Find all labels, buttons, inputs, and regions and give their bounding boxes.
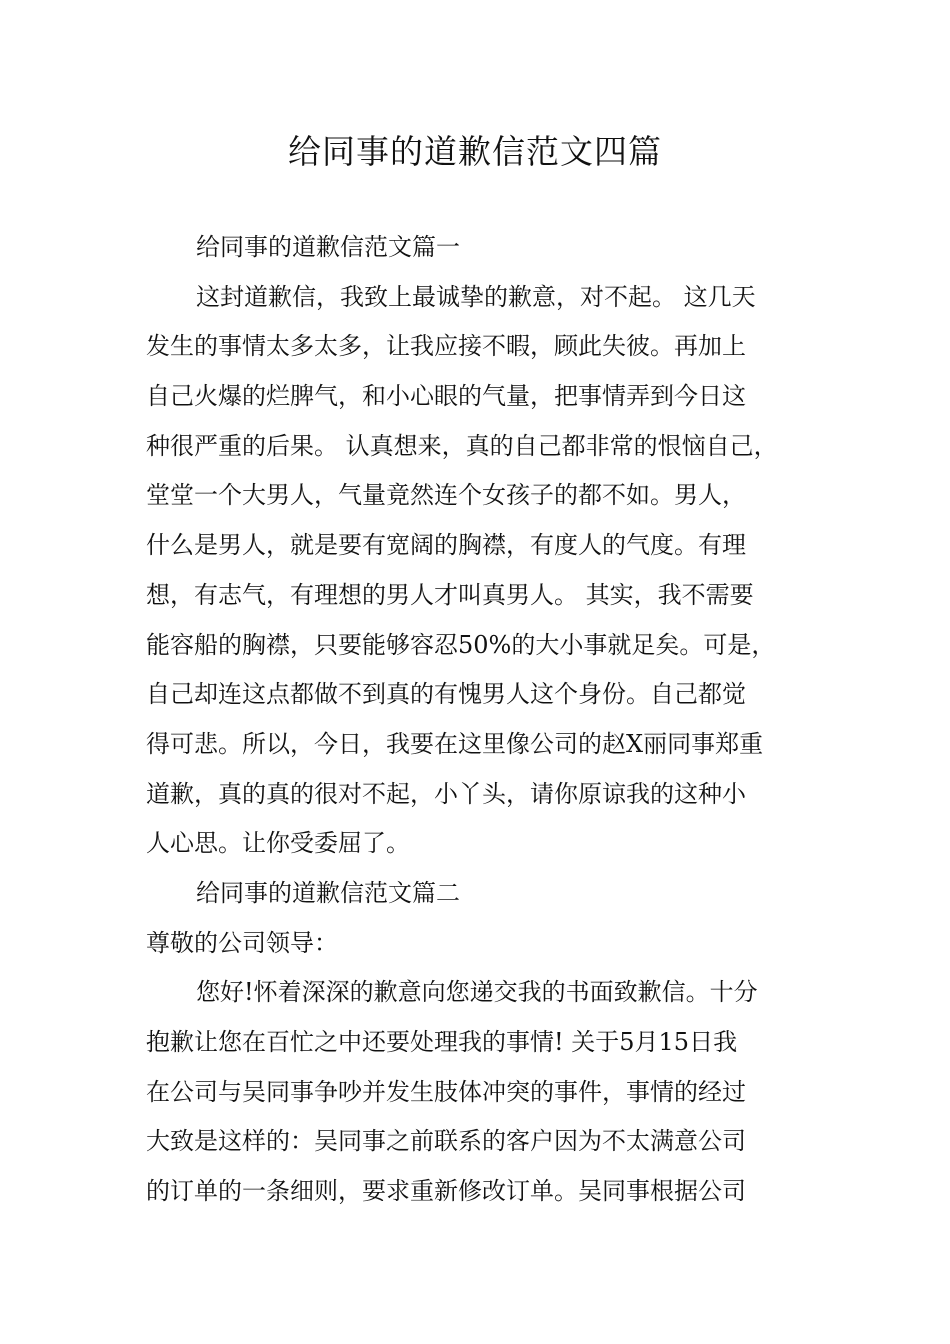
section-heading: 给同事的道歉信范文篇二 xyxy=(196,878,460,907)
text-line: 能容船的胸襟，只要能够容忍50%的大小事就足矣。可是， xyxy=(146,630,776,659)
text-line: 人心思。让你受委屈了。 xyxy=(146,829,410,858)
section-heading: 给同事的道歉信范文篇一 xyxy=(196,233,460,261)
text-line: 在公司与吴同事争吵并发生肢体冲突的事件，事情的经过 xyxy=(146,1077,746,1106)
text-line: 自己火爆的烂脾气，和小心眼的气量，把事情弄到今日这 xyxy=(146,382,746,411)
text-line: 抱歉让您在百忙之中还要处理我的事情! 关于5月15日我 xyxy=(146,1028,738,1056)
text-line: 自己却连这点都做不到真的有愧男人这个身份。自己都觉 xyxy=(146,680,746,709)
text-line: 道歉，真的真的很对不起，小丫头，请你原谅我的这种小 xyxy=(146,779,746,808)
document-body xyxy=(146,223,826,1217)
salutation-line: 尊敬的公司领导： xyxy=(146,928,338,957)
text-line: 堂堂一个大男人，气量竟然连个女孩子的都不如。男人， xyxy=(146,481,746,510)
text-line: 种很严重的后果。 认真想来，真的自己都非常的恨恼自己， xyxy=(146,431,778,460)
text-line: 这封道歉信，我致上最诚挚的歉意，对不起。 这几天 xyxy=(196,282,756,311)
text-line: 想，有志气，有理想的男人才叫真男人。 其实，我不需要 xyxy=(146,580,754,609)
document-title: 给同事的道歉信范文四篇 xyxy=(288,132,662,171)
text-line: 大致是这样的：吴同事之前联系的客户因为不太满意公司 xyxy=(146,1127,746,1156)
text-line: 发生的事情太多太多，让我应接不暇，顾此失彼。再加上 xyxy=(146,332,746,361)
text-line: 的订单的一条细则，要求重新修改订单。吴同事根据公司 xyxy=(146,1177,746,1206)
text-line: 什么是男人，就是要有宽阔的胸襟，有度人的气度。有理 xyxy=(146,531,746,560)
text-line: 您好!怀着深深的歉意向您递交我的书面致歉信。十分 xyxy=(196,978,758,1007)
text-line: 得可悲。所以，今日，我要在这里像公司的赵X丽同事郑重 xyxy=(146,729,764,758)
